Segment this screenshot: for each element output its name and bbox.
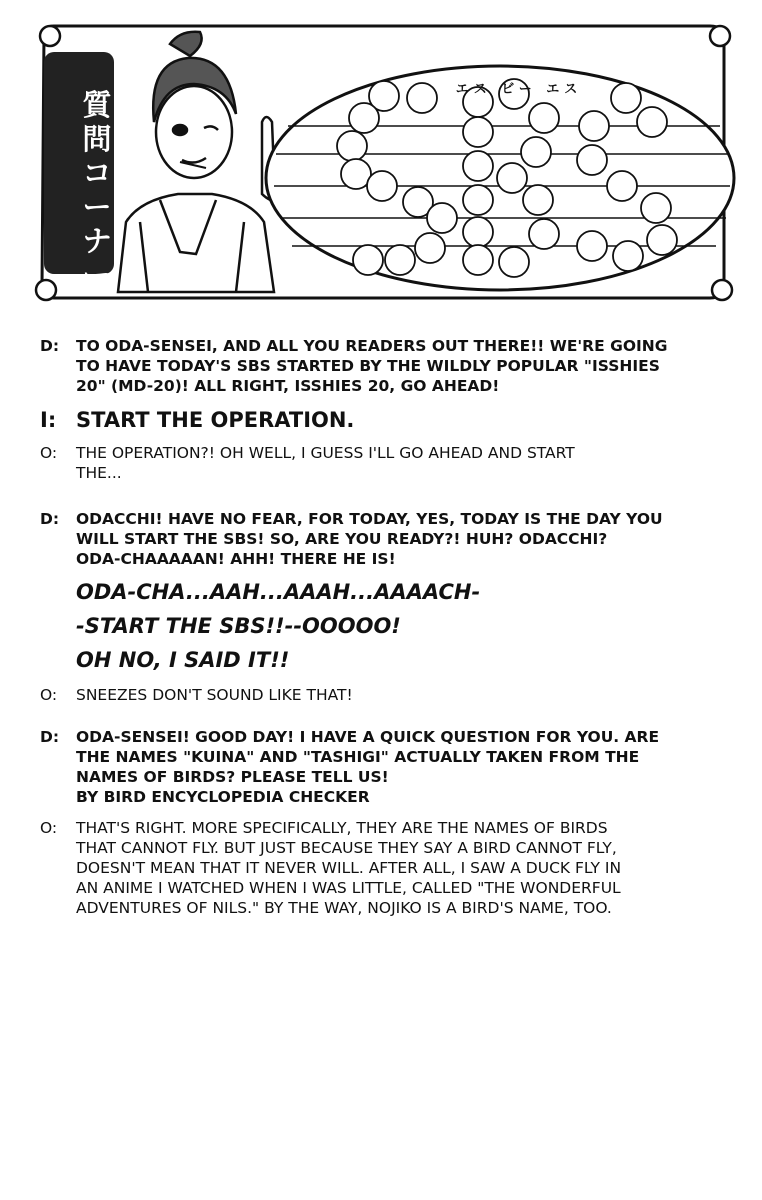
answer-text bbox=[76, 818, 730, 918]
isshies-line bbox=[40, 407, 730, 433]
header-illustration bbox=[30, 22, 738, 308]
text-line: OH NO, I SAID IT!! bbox=[76, 648, 290, 672]
qa-section bbox=[40, 336, 730, 918]
speaker-label: O: bbox=[40, 819, 58, 837]
text-line: NAMES OF BIRDS? PLEASE TELL US! bbox=[76, 768, 389, 786]
sneeze-text bbox=[76, 575, 730, 677]
speaker-label: O: bbox=[40, 686, 58, 704]
reader-question bbox=[40, 727, 730, 807]
text-line: THAT CANNOT FLY. BUT JUST BECAUSE THEY SAY A BIRD CANNOT FLY, bbox=[76, 839, 617, 857]
text-line: ODA-CHA...AAH...AAAH...AAAACH- bbox=[76, 580, 481, 604]
text-line: THE NAMES "KUINA" AND "TASHIGI" ACTUALLY TAKEN FROM THE bbox=[76, 748, 640, 766]
answer-text: SNEEZES DON'T SOUND LIKE THAT! bbox=[76, 686, 353, 704]
oda-answer bbox=[40, 443, 730, 483]
title-char: コ bbox=[82, 156, 112, 190]
scroll-curl-bottom-right bbox=[712, 280, 732, 300]
sbs-header-panel bbox=[30, 22, 738, 308]
text-line: DOESN'T MEAN THAT IT NEVER WILL. AFTER ALL, I SAW A DUCK FLY IN bbox=[76, 859, 622, 877]
text-line: 20" (MD-20)! ALL RIGHT, ISSHIES 20, GO AHEAD! bbox=[76, 377, 500, 395]
question-text bbox=[76, 727, 730, 807]
text-line: WILL START THE SBS! SO, ARE YOU READY?! HUH? ODACCHI? bbox=[76, 530, 608, 548]
text-line: ODACCHI! HAVE NO FEAR, FOR TODAY, YES, TODAY IS THE DAY YOU bbox=[76, 510, 663, 528]
spacer bbox=[40, 483, 730, 509]
question-text bbox=[76, 509, 730, 569]
text-line: TO ODA-SENSEI, AND ALL YOU READERS OUT THERE!! WE'RE GOING bbox=[76, 337, 668, 355]
title-char: ー bbox=[82, 258, 112, 292]
speaker-label: I: bbox=[40, 408, 57, 432]
text-line: TO HAVE TODAY'S SBS STARTED BY THE WILDLY POPULAR "ISSHIES bbox=[76, 357, 660, 375]
text-line: THE OPERATION?! OH WELL, I GUESS I'LL GO AHEAD AND START bbox=[76, 444, 575, 462]
sbs-ruby-label: エス ビー エス bbox=[455, 82, 583, 97]
title-char: ナ bbox=[82, 224, 112, 258]
spacer bbox=[40, 705, 730, 727]
text-line: BY BIRD ENCYCLOPEDIA CHECKER bbox=[76, 788, 370, 806]
speaker-label: D: bbox=[40, 728, 60, 746]
scroll-curl-bottom-left bbox=[36, 280, 56, 300]
answer-text bbox=[76, 443, 730, 483]
speaker-label: D: bbox=[40, 337, 60, 355]
speaker-label: D: bbox=[40, 510, 60, 528]
text-line: ODA-CHAAAAAN! AHH! THERE HE IS! bbox=[76, 550, 396, 568]
oda-answer bbox=[40, 818, 730, 918]
title-char: ー bbox=[82, 190, 112, 224]
speaker-label: O: bbox=[40, 444, 58, 462]
text-line: THE... bbox=[76, 464, 122, 482]
text-line: THAT'S RIGHT. MORE SPECIFICALLY, THEY ARE THE NAMES OF BIRDS bbox=[76, 819, 608, 837]
title-char: 問 bbox=[82, 122, 112, 156]
text-line: ODA-SENSEI! GOOD DAY! I HAVE A QUICK QUESTION FOR YOU. ARE bbox=[76, 728, 660, 746]
reader-question bbox=[40, 509, 730, 569]
oda-answer bbox=[40, 685, 730, 705]
title-char: 質 bbox=[82, 88, 112, 122]
scroll-curl-top-left bbox=[40, 26, 60, 46]
text-line: -START THE SBS!!--OOOOO! bbox=[76, 614, 401, 638]
isshies-text: START THE OPERATION. bbox=[76, 408, 355, 432]
question-corner-title bbox=[80, 88, 114, 292]
reader-question bbox=[40, 336, 730, 396]
text-line: ADVENTURES OF NILS." BY THE WAY, NOJIKO IS A BIRD'S NAME, TOO. bbox=[76, 899, 612, 917]
scroll-curl-top-right bbox=[710, 26, 730, 46]
text-line: AN ANIME I WATCHED WHEN I WAS LITTLE, CALLED "THE WONDERFUL bbox=[76, 879, 621, 897]
question-text bbox=[76, 336, 730, 396]
